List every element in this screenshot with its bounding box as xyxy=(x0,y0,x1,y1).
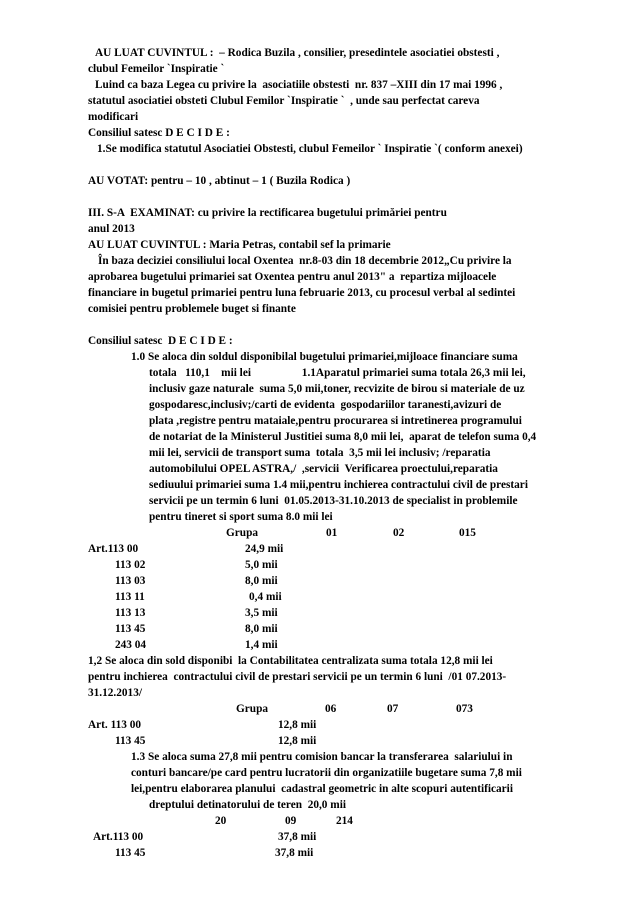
table-row-value: 3,5 mii xyxy=(245,607,278,619)
text-line: financiare in bugetul primariei pentru luna februarie 2013, cu procesul verbal al sedintei xyxy=(88,287,516,299)
table-row-value: 0,4 mii xyxy=(249,591,282,603)
text-line: comisiei pentru problemele buget si finante xyxy=(88,303,296,315)
table-row-value: 24,9 mii xyxy=(245,543,284,555)
table-col-header: 214 xyxy=(336,815,353,827)
speaker-line: AU LUAT CUVINTUL : – Rodica Buzila , consilier, presedintele asociatiei obstesti , xyxy=(95,47,500,59)
item-line: servicii pe un termin 6 luni 01.05.2013-31.10.2013 de specialist in problemile xyxy=(149,495,518,507)
item-line: totala 110,1 mii lei 1.1Aparatul primariei suma totala 26,3 mii lei, xyxy=(149,367,526,379)
table-row-code: 113 03 xyxy=(115,575,146,587)
speaker-line: AU LUAT CUVINTUL : Maria Petras, contabil sef la primarie xyxy=(88,239,391,251)
table-col-header: 015 xyxy=(459,527,476,539)
table-row-value: 37,8 mii xyxy=(275,847,314,859)
item-line: lei,pentru elaborarea planului cadastral geometric in alte scopuri autentificarii xyxy=(131,783,513,795)
table-col-header: 06 xyxy=(325,703,337,715)
item-line: pentru inchierea contractului civil de prestari servicii pe un termin 6 luni /01 07.2013- xyxy=(88,671,507,683)
table-row-code: 113 45 xyxy=(115,735,146,747)
table-row-code: Art.113 00 xyxy=(93,831,144,843)
table-row-value: 37,8 mii xyxy=(278,831,317,843)
text-line: anul 2013 xyxy=(88,223,135,235)
table-group-label: Grupa xyxy=(226,527,259,539)
table-col-header: 20 xyxy=(215,815,227,827)
table-row-value: 5,0 mii xyxy=(245,559,278,571)
table-group-label: Grupa xyxy=(236,703,269,715)
item-line: plata ,registre pentru mataiale,pentru procurarea si intretinerea programului xyxy=(149,415,522,427)
table-col-header: 02 xyxy=(393,527,405,539)
table-row-value: 8,0 mii xyxy=(245,575,278,587)
decision-heading: Consiliul satesc D E C I D E : xyxy=(88,127,230,139)
table-col-header: 07 xyxy=(387,703,399,715)
item-line: 1,2 Se aloca din sold disponibi la Contabilitatea centralizata suma totala 12,8 mii lei xyxy=(88,655,493,667)
text-line: clubul Femeilor `Inspiratie ` xyxy=(88,63,225,75)
table-col-header: 01 xyxy=(326,527,338,539)
table-row-code: Art.113 00 xyxy=(88,543,139,555)
table-col-header: 09 xyxy=(285,815,297,827)
item-line: mii lei, servicii de transport suma totala 3,5 mii lei inclusiv; /reparatia xyxy=(149,447,491,459)
item-line: automobilului OPEL ASTRA,/ ,servicii Verificarea proectului,reparatia xyxy=(149,463,498,475)
table-row-code: 113 45 xyxy=(115,847,146,859)
item-line: gospodaresc,inclusiv;/carti de evidenta gospodariilor taranesti,avizuri de xyxy=(149,399,502,411)
table-row-value: 12,8 mii xyxy=(278,735,317,747)
item-line: de notariat de la Ministerul Justitiei suma 8,0 mii lei, aparat de telefon suma 0,4 xyxy=(149,431,537,443)
item-line: sediuului primariei suma 1.4 mii,pentru inchierea contractului civil de prestari xyxy=(149,479,528,491)
table-row-code: 243 04 xyxy=(115,639,147,651)
item-line: dreptului detinatorului de teren 20,0 mii xyxy=(149,799,346,811)
text-line: statutul asociatiei obsteti Clubul Femilor `Inspiratie ` , unde sau perfectat careva xyxy=(88,95,480,107)
text-line: modificari xyxy=(88,111,139,123)
table-row-value: 12,8 mii xyxy=(278,719,317,731)
decision-heading: Consiliul satesc D E C I D E : xyxy=(88,335,233,347)
table-row-code: 113 45 xyxy=(115,623,146,635)
item-line: 31.12.2013/ xyxy=(88,687,142,699)
text-line: Luind ca baza Legea cu privire la asociatiile obstesti nr. 837 –XIII din 17 mai 1996 , xyxy=(95,79,503,91)
section-heading: III. S-A EXAMINAT: cu privire la rectificarea bugetului primăriei pentru xyxy=(88,207,447,219)
text-line: În baza deciziei consiliului local Oxentea nr.8-03 din 18 decembrie 2012„Cu privire la xyxy=(98,255,512,267)
item-line: conturi bancare/pe card pentru lucratorii din organizatiile bugetare suma 7,8 mii xyxy=(131,767,522,779)
vote-line: AU VOTAT: pentru – 10 , abtinut – 1 ( Buzila Rodica ) xyxy=(88,175,351,187)
table-row-code: 113 11 xyxy=(115,591,145,603)
table-row-code: 113 02 xyxy=(115,559,146,571)
decision-item: 1.Se modifica statutul Asociatiei Obstesti, clubul Femeilor ` Inspiratie `( conform anexei) xyxy=(97,143,523,155)
item-line: pentru tineret si sport suma 8.0 mii lei xyxy=(149,511,333,523)
text-line: aprobarea bugetului primariei sat Oxentea pentru anul 2013" a repartiza mijloacele xyxy=(88,271,497,283)
table-row-value: 1,4 mii xyxy=(245,639,278,651)
table-col-header: 073 xyxy=(456,703,473,715)
item-line: inclusiv gaze naturale suma 5,0 mii,toner, recvizite de birou si materiale de uz xyxy=(149,383,525,395)
item-line: 1.0 Se aloca din soldul disponibilal bugetului primariei,mijloace financiare suma xyxy=(131,351,518,363)
table-row-value: 8,0 mii xyxy=(245,623,278,635)
item-line: 1.3 Se aloca suma 27,8 mii pentru comision bancar la transferarea salariului in xyxy=(131,751,513,763)
table-row-code: 113 13 xyxy=(115,607,146,619)
table-row-code: Art. 113 00 xyxy=(88,719,142,731)
